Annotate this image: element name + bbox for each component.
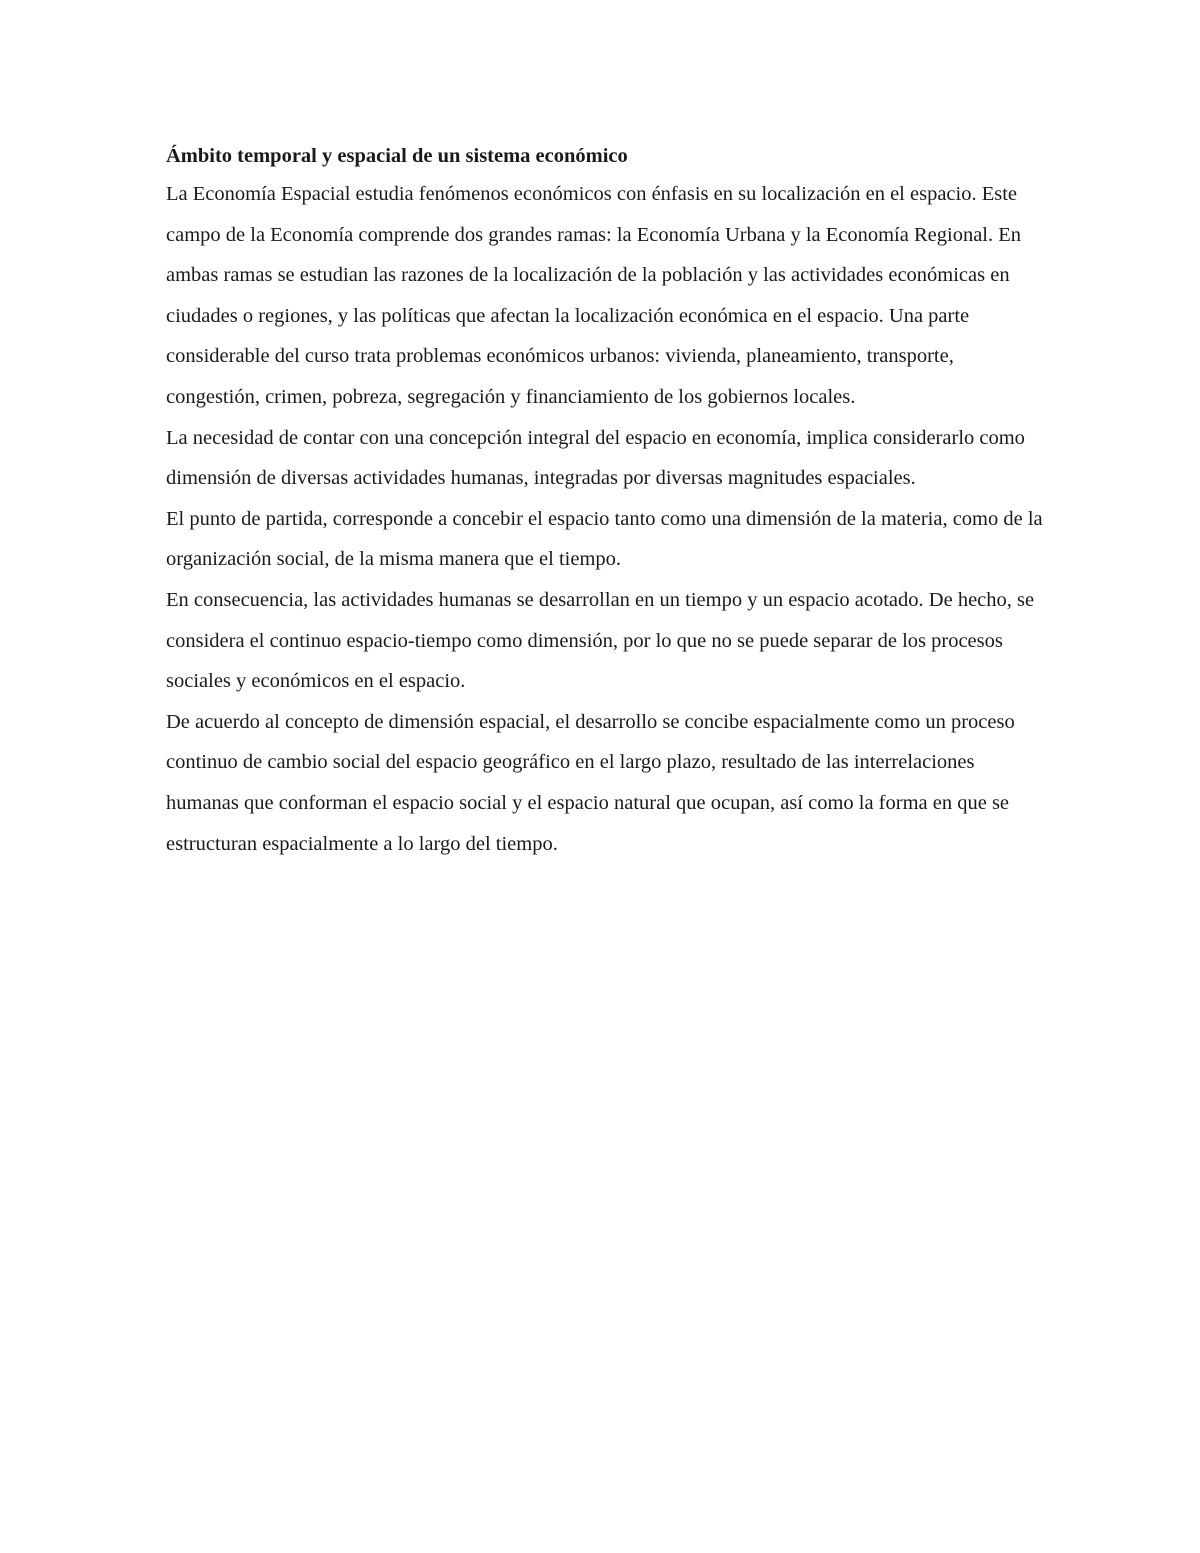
paragraph-starting-point: El punto de partida, corresponde a concebir el espacio tanto como una dimensión de la materia, como de la organización social, de la misma manera que el tiempo. [166, 507, 1043, 571]
paragraph-consequence: En consecuencia, las actividades humanas se desarrollan en un tiempo y un espacio acotado. De hecho, se considera el continuo espacio-tiempo como dimensión, por lo que no se puede separar de los procesos sociales y económicos en el espacio. [166, 588, 1035, 693]
paragraph-spatial-economics: La Economía Espacial estudia fenómenos económicos con énfasis en su localización en el espacio. Este campo de la Economía comprende dos grandes ramas: la Economía Urbana y la Economía Regional. En ambas ramas se estudian las razones de la localización de la población y las actividades económicas en ciudades o regiones, y las políticas que afectan la localización económica en el espacio. Una parte considerable del curso trata problemas económicos urbanos: vivienda, planeamiento, transporte, congestión, crimen, pobreza, segregación y financiamiento de los gobiernos locales. [166, 183, 1022, 408]
document-title: Ámbito temporal y espacial de un sistema económico [166, 145, 628, 167]
paragraph-integral-conception: La necesidad de contar con una concepción integral del espacio en economía, implica considerarlo como dimensión de diversas actividades humanas, integradas por diversas magnitudes espaciales. [166, 426, 1025, 490]
document-body [166, 138, 1046, 864]
paragraph-spatial-dimension: De acuerdo al concepto de dimensión espacial, el desarrollo se concibe espacialmente como un proceso continuo de cambio social del espacio geográfico en el largo plazo, resultado de las interrelaciones humanas que conforman el espacio social y el espacio natural que ocupan, así como la forma en que se estructuran espacialmente a lo largo del tiempo. [166, 710, 1015, 855]
